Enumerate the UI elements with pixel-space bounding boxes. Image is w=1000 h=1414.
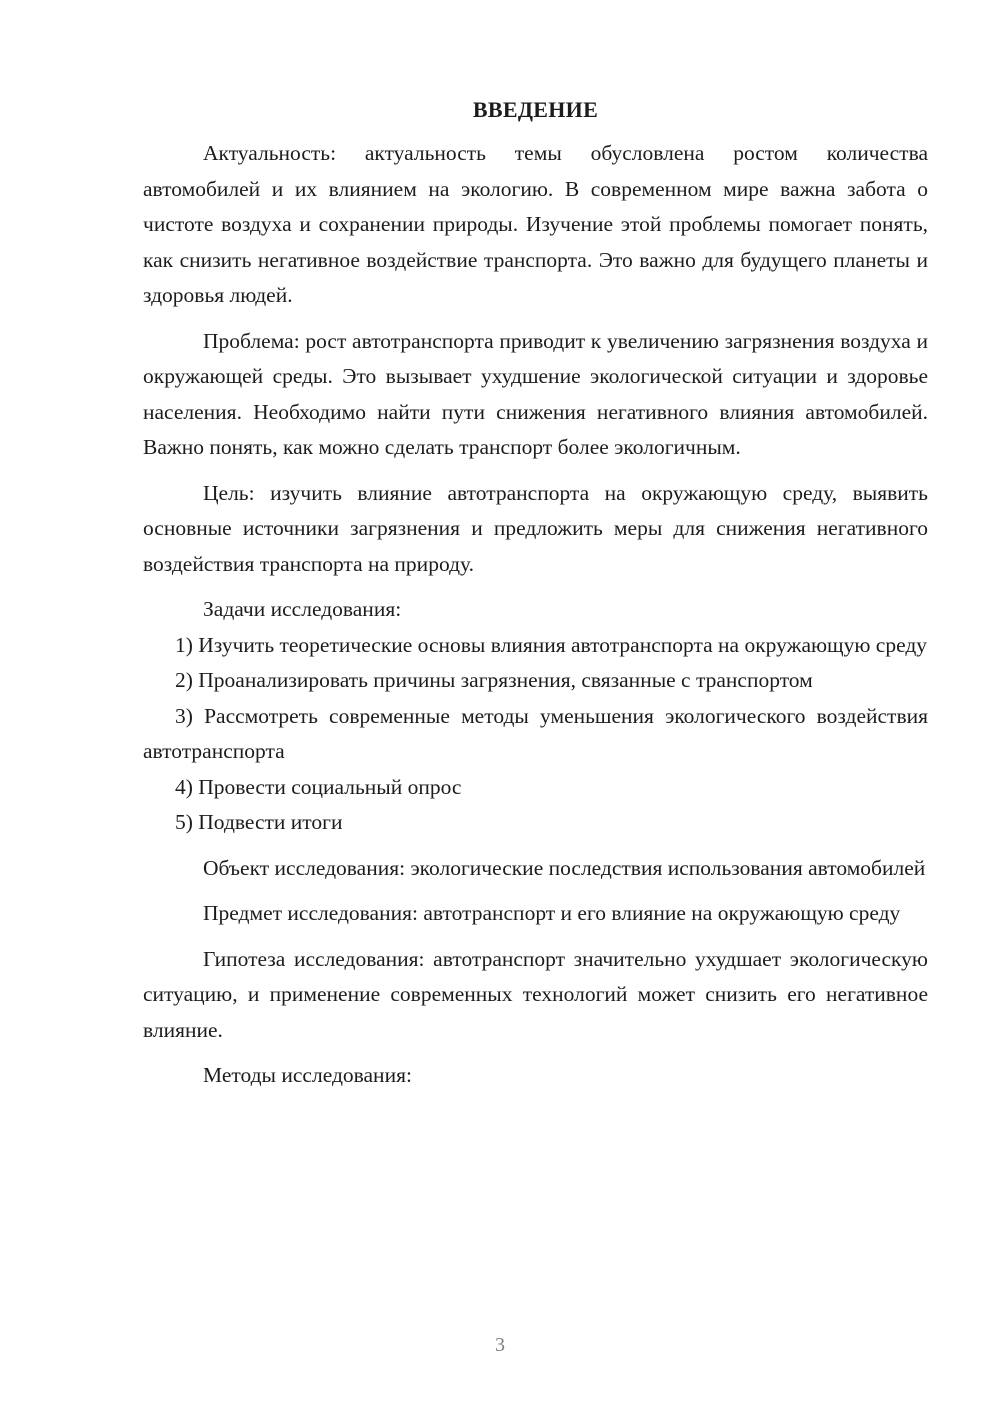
page-number: 3 xyxy=(495,1334,505,1356)
page-content xyxy=(143,94,928,1094)
tasks-heading: Задачи исследования: xyxy=(203,597,402,621)
relevance-paragraph: Актуальность: актуальность темы обусловлена ростом количества автомобилей и их влиянием на экологию. В современном мире важна забота о чистоте воздуха и сохранении природы. Изучение этой проблемы помогает понять, как снизить негативное воздействие транспорта. Это важно для будущего планеты и здоровья людей. xyxy=(143,141,928,307)
object-paragraph: Объект исследования: экологические последствия использования автомобилей xyxy=(203,855,926,880)
problem-paragraph: Проблема: рост автотранспорта приводит к увеличению загрязнения воздуха и окружающей среды. Это вызывает ухудшение экологической ситуации и здоровье населения. Необходимо найти пути снижения негативного влияния автомобилей. Важно понять, как можно сделать транспорт более экологичным. xyxy=(143,328,928,459)
task-item: 2) Проанализировать причины загрязнения, связанные с транспортом xyxy=(175,668,813,692)
task-item: 1) Изучить теоретические основы влияния автотранспорта на окружающую среду xyxy=(175,632,928,657)
task-item: 4) Провести социальный опрос xyxy=(175,774,462,799)
task-item: 3) Рассмотреть современные методы уменьшения экологического воздействия автотранспорта xyxy=(143,703,928,763)
subject-paragraph: Предмет исследования: автотранспорт и его влияние на окружающую среду xyxy=(203,901,901,925)
task-item: 5) Подвести итоги xyxy=(175,810,343,834)
methods-heading: Методы исследования: xyxy=(203,1063,412,1087)
goal-paragraph: Цель: изучить влияние автотранспорта на окружающую среду, выявить основные источники загрязнения и предложить меры для снижения негативного воздействия транспорта на природу. xyxy=(143,480,928,576)
page-title: ВВЕДЕНИЕ xyxy=(472,97,599,122)
hypothesis-paragraph: Гипотеза исследования: автотранспорт значительно ухудшает экологическую ситуацию, и применение современных технологий может снизить его негативное влияние. xyxy=(143,946,928,1042)
